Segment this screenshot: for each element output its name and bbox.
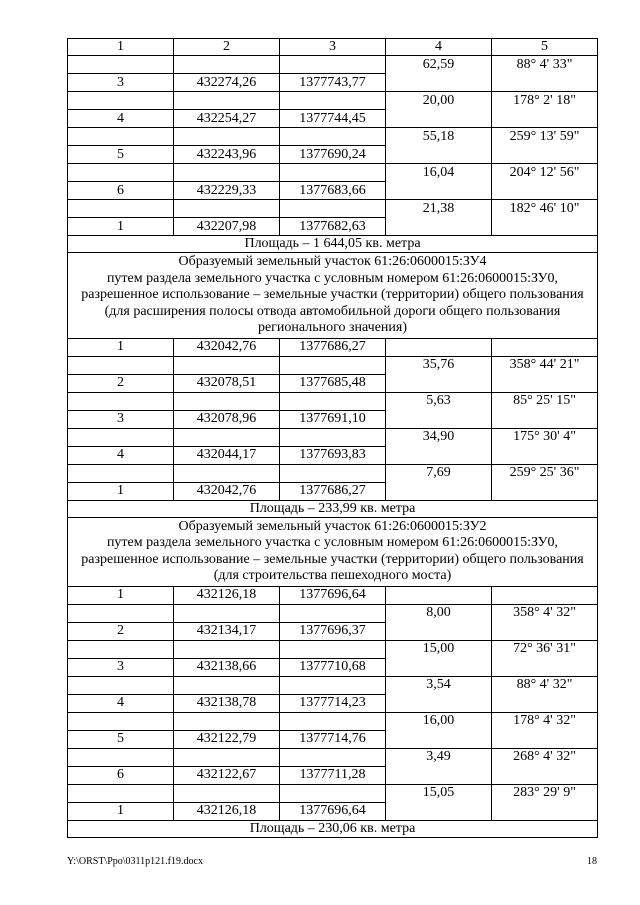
- point-number: 1: [68, 338, 174, 356]
- empty-cell: [386, 766, 492, 784]
- segment-row: [68, 128, 598, 146]
- area-label: Площадь – 230,06 кв. метра: [68, 820, 598, 837]
- section-title-line: Образуемый земельный участок 61:26:0600015:ЗУ2: [178, 518, 487, 534]
- point-number: 3: [68, 410, 174, 428]
- point-y: 1377691,10: [280, 410, 386, 428]
- header-cell: 4: [386, 39, 492, 56]
- empty-cell: [68, 712, 174, 730]
- empty-cell: [174, 748, 280, 766]
- segment-angle: 259° 13' 59": [492, 128, 598, 146]
- area-row: [68, 500, 598, 517]
- empty-cell: [174, 640, 280, 658]
- header-cell: 2: [174, 39, 280, 56]
- segment-length: 15,05: [386, 784, 492, 802]
- section-title-row: [68, 253, 598, 339]
- empty-cell: [174, 92, 280, 110]
- point-row: [68, 338, 598, 356]
- segment-angle: 178° 2' 18": [492, 92, 598, 110]
- segment-angle: 182° 46' 10": [492, 200, 598, 218]
- point-number: 6: [68, 766, 174, 784]
- empty-cell: [386, 482, 492, 500]
- section-title-line: (для строительства пешеходного моста): [213, 568, 452, 583]
- point-y: 1377711,28: [280, 766, 386, 784]
- empty-cell: [386, 146, 492, 164]
- empty-cell: [492, 730, 598, 748]
- empty-cell: [492, 410, 598, 428]
- empty-cell: [386, 586, 492, 604]
- segment-length: 3,49: [386, 748, 492, 766]
- segment-angle: 259° 25' 36": [492, 464, 598, 482]
- segment-row: [68, 464, 598, 482]
- segment-row: [68, 164, 598, 182]
- empty-cell: [174, 428, 280, 446]
- section-title-line: разрешенное использование – земельные участки (территории) общего пользования: [81, 287, 584, 302]
- empty-cell: [68, 676, 174, 694]
- point-row: [68, 374, 598, 392]
- empty-cell: [386, 374, 492, 392]
- point-y: 1377686,27: [280, 482, 386, 500]
- header-cell: 5: [492, 39, 598, 56]
- segment-angle: 358° 44' 21": [492, 356, 598, 374]
- empty-cell: [492, 694, 598, 712]
- empty-cell: [492, 374, 598, 392]
- empty-cell: [174, 56, 280, 74]
- empty-cell: [280, 676, 386, 694]
- point-number: 4: [68, 446, 174, 464]
- header-cell: 1: [68, 39, 174, 56]
- area-label: Площадь – 1 644,05 кв. метра: [68, 236, 598, 253]
- segment-length: 21,38: [386, 200, 492, 218]
- point-x: 432274,26: [174, 74, 280, 92]
- segment-row: [68, 712, 598, 730]
- segment-length: 20,00: [386, 92, 492, 110]
- table-header-row: [68, 39, 598, 56]
- point-y: 1377683,66: [280, 182, 386, 200]
- section-title-line: разрешенное использование – земельные участки (территории) общего пользования: [81, 551, 584, 567]
- empty-cell: [492, 766, 598, 784]
- point-number: 3: [68, 658, 174, 676]
- empty-cell: [386, 694, 492, 712]
- point-x: 432243,96: [174, 146, 280, 164]
- point-number: 2: [68, 622, 174, 640]
- point-x: 432229,33: [174, 182, 280, 200]
- empty-cell: [174, 784, 280, 802]
- segment-angle: 204° 12' 56": [492, 164, 598, 182]
- segment-angle: 72° 36' 31": [492, 640, 598, 658]
- empty-cell: [280, 604, 386, 622]
- point-y: 1377686,27: [280, 338, 386, 356]
- point-x: 432078,96: [174, 410, 280, 428]
- document-page: [67, 38, 597, 838]
- point-row: [68, 766, 598, 784]
- empty-cell: [492, 74, 598, 92]
- empty-cell: [280, 128, 386, 146]
- segment-row: [68, 784, 598, 802]
- segment-length: 16,04: [386, 164, 492, 182]
- segment-row: [68, 356, 598, 374]
- point-y: 1377685,48: [280, 374, 386, 392]
- empty-cell: [68, 464, 174, 482]
- segment-length: 8,00: [386, 604, 492, 622]
- segment-row: [68, 640, 598, 658]
- point-y: 1377693,83: [280, 446, 386, 464]
- coordinates-table: [67, 38, 598, 838]
- empty-cell: [280, 392, 386, 410]
- segment-row: [68, 748, 598, 766]
- point-x: 432078,51: [174, 374, 280, 392]
- empty-cell: [492, 586, 598, 604]
- point-row: [68, 410, 598, 428]
- area-label: Площадь – 233,99 кв. метра: [68, 500, 598, 517]
- segment-angle: 178° 4' 32": [492, 712, 598, 730]
- empty-cell: [386, 622, 492, 640]
- point-x: 432134,17: [174, 622, 280, 640]
- empty-cell: [386, 110, 492, 128]
- empty-cell: [68, 604, 174, 622]
- point-y: 1377696,64: [280, 802, 386, 820]
- empty-cell: [386, 182, 492, 200]
- section-title-row: [68, 517, 598, 586]
- segment-angle: 88° 4' 33": [492, 56, 598, 74]
- empty-cell: [386, 410, 492, 428]
- segment-length: 3,54: [386, 676, 492, 694]
- empty-cell: [68, 56, 174, 74]
- empty-cell: [280, 200, 386, 218]
- point-row: [68, 218, 598, 236]
- empty-cell: [174, 128, 280, 146]
- point-row: [68, 622, 598, 640]
- point-row: [68, 482, 598, 500]
- segment-row: [68, 428, 598, 446]
- empty-cell: [280, 56, 386, 74]
- empty-cell: [280, 640, 386, 658]
- point-x: 432126,18: [174, 586, 280, 604]
- empty-cell: [68, 92, 174, 110]
- point-y: 1377690,24: [280, 146, 386, 164]
- point-y: 1377696,64: [280, 586, 386, 604]
- segment-row: [68, 604, 598, 622]
- point-x: 432122,79: [174, 730, 280, 748]
- header-cell: 3: [280, 39, 386, 56]
- area-row: [68, 236, 598, 253]
- empty-cell: [68, 164, 174, 182]
- empty-cell: [68, 128, 174, 146]
- empty-cell: [492, 110, 598, 128]
- empty-cell: [280, 784, 386, 802]
- segment-length: 16,00: [386, 712, 492, 730]
- empty-cell: [68, 200, 174, 218]
- area-row: [68, 820, 598, 837]
- point-number: 1: [68, 482, 174, 500]
- point-y: 1377743,77: [280, 74, 386, 92]
- footer-file-path: Y:\ORST\Ppo\0311p121.f19.docx: [67, 856, 203, 867]
- point-row: [68, 730, 598, 748]
- point-x: 432042,76: [174, 338, 280, 356]
- empty-cell: [386, 74, 492, 92]
- empty-cell: [386, 446, 492, 464]
- empty-cell: [280, 712, 386, 730]
- segment-length: 34,90: [386, 428, 492, 446]
- empty-cell: [386, 730, 492, 748]
- point-x: 432044,17: [174, 446, 280, 464]
- point-row: [68, 586, 598, 604]
- empty-cell: [174, 164, 280, 182]
- section-title-line: Образуемый земельный участок 61:26:0600015:ЗУ4: [178, 254, 487, 269]
- empty-cell: [492, 482, 598, 500]
- segment-angle: 358° 4' 32": [492, 604, 598, 622]
- segment-length: 5,63: [386, 392, 492, 410]
- segment-row: [68, 392, 598, 410]
- empty-cell: [174, 604, 280, 622]
- empty-cell: [174, 200, 280, 218]
- point-number: 1: [68, 218, 174, 236]
- section-title-line: путем раздела земельного участка с условным номером 61:26:0600015:ЗУ0,: [106, 535, 559, 550]
- point-y: 1377714,76: [280, 730, 386, 748]
- empty-cell: [492, 446, 598, 464]
- segment-length: 7,69: [386, 464, 492, 482]
- empty-cell: [492, 338, 598, 356]
- section-title-line: регионального значения): [257, 320, 408, 335]
- point-x: 432126,18: [174, 802, 280, 820]
- empty-cell: [280, 428, 386, 446]
- point-row: [68, 146, 598, 164]
- empty-cell: [280, 356, 386, 374]
- empty-cell: [280, 92, 386, 110]
- empty-cell: [68, 428, 174, 446]
- empty-cell: [492, 182, 598, 200]
- segment-length: 62,59: [386, 56, 492, 74]
- empty-cell: [492, 802, 598, 820]
- point-number: 1: [68, 802, 174, 820]
- empty-cell: [68, 784, 174, 802]
- point-row: [68, 446, 598, 464]
- point-x: 432207,98: [174, 218, 280, 236]
- empty-cell: [280, 464, 386, 482]
- segment-angle: 88° 4' 32": [492, 676, 598, 694]
- empty-cell: [280, 748, 386, 766]
- point-y: 1377744,45: [280, 110, 386, 128]
- point-row: [68, 182, 598, 200]
- segment-angle: 85° 25' 15": [492, 392, 598, 410]
- segment-angle: 175° 30' 4": [492, 428, 598, 446]
- point-x: 432138,78: [174, 694, 280, 712]
- point-number: 1: [68, 586, 174, 604]
- section-title: [68, 253, 598, 339]
- empty-cell: [492, 622, 598, 640]
- section-title-line: путем раздела земельного участка с условным номером 61:26:0600015:ЗУ0,: [106, 270, 559, 286]
- empty-cell: [68, 748, 174, 766]
- empty-cell: [68, 356, 174, 374]
- coordinates-table-body: [68, 39, 598, 838]
- segment-angle: 268° 4' 32": [492, 748, 598, 766]
- empty-cell: [492, 218, 598, 236]
- point-x: 432042,76: [174, 482, 280, 500]
- empty-cell: [68, 640, 174, 658]
- point-number: 5: [68, 146, 174, 164]
- point-x: 432138,66: [174, 658, 280, 676]
- point-number: 4: [68, 110, 174, 128]
- point-x: 432122,67: [174, 766, 280, 784]
- point-number: 4: [68, 694, 174, 712]
- segment-length: 35,76: [386, 356, 492, 374]
- empty-cell: [174, 392, 280, 410]
- point-row: [68, 694, 598, 712]
- point-y: 1377714,23: [280, 694, 386, 712]
- empty-cell: [174, 464, 280, 482]
- point-number: 6: [68, 182, 174, 200]
- segment-length: 15,00: [386, 640, 492, 658]
- point-number: 5: [68, 730, 174, 748]
- point-number: 3: [68, 74, 174, 92]
- point-number: 2: [68, 374, 174, 392]
- point-x: 432254,27: [174, 110, 280, 128]
- empty-cell: [174, 676, 280, 694]
- segment-row: [68, 56, 598, 74]
- footer-page-number: 18: [587, 856, 597, 867]
- segment-row: [68, 92, 598, 110]
- point-row: [68, 802, 598, 820]
- empty-cell: [492, 658, 598, 676]
- empty-cell: [68, 392, 174, 410]
- empty-cell: [386, 802, 492, 820]
- empty-cell: [386, 658, 492, 676]
- point-row: [68, 74, 598, 92]
- section-title-line: (для расширения полосы отвода автомобильной дороги общего пользования: [104, 303, 561, 319]
- point-row: [68, 110, 598, 128]
- segment-row: [68, 676, 598, 694]
- point-y: 1377696,37: [280, 622, 386, 640]
- point-y: 1377710,68: [280, 658, 386, 676]
- empty-cell: [174, 712, 280, 730]
- point-row: [68, 658, 598, 676]
- segment-length: 55,18: [386, 128, 492, 146]
- segment-row: [68, 200, 598, 218]
- empty-cell: [386, 338, 492, 356]
- empty-cell: [492, 146, 598, 164]
- empty-cell: [174, 356, 280, 374]
- point-y: 1377682,63: [280, 218, 386, 236]
- segment-angle: 283° 29' 9": [492, 784, 598, 802]
- section-title: [68, 517, 598, 586]
- empty-cell: [280, 164, 386, 182]
- empty-cell: [386, 218, 492, 236]
